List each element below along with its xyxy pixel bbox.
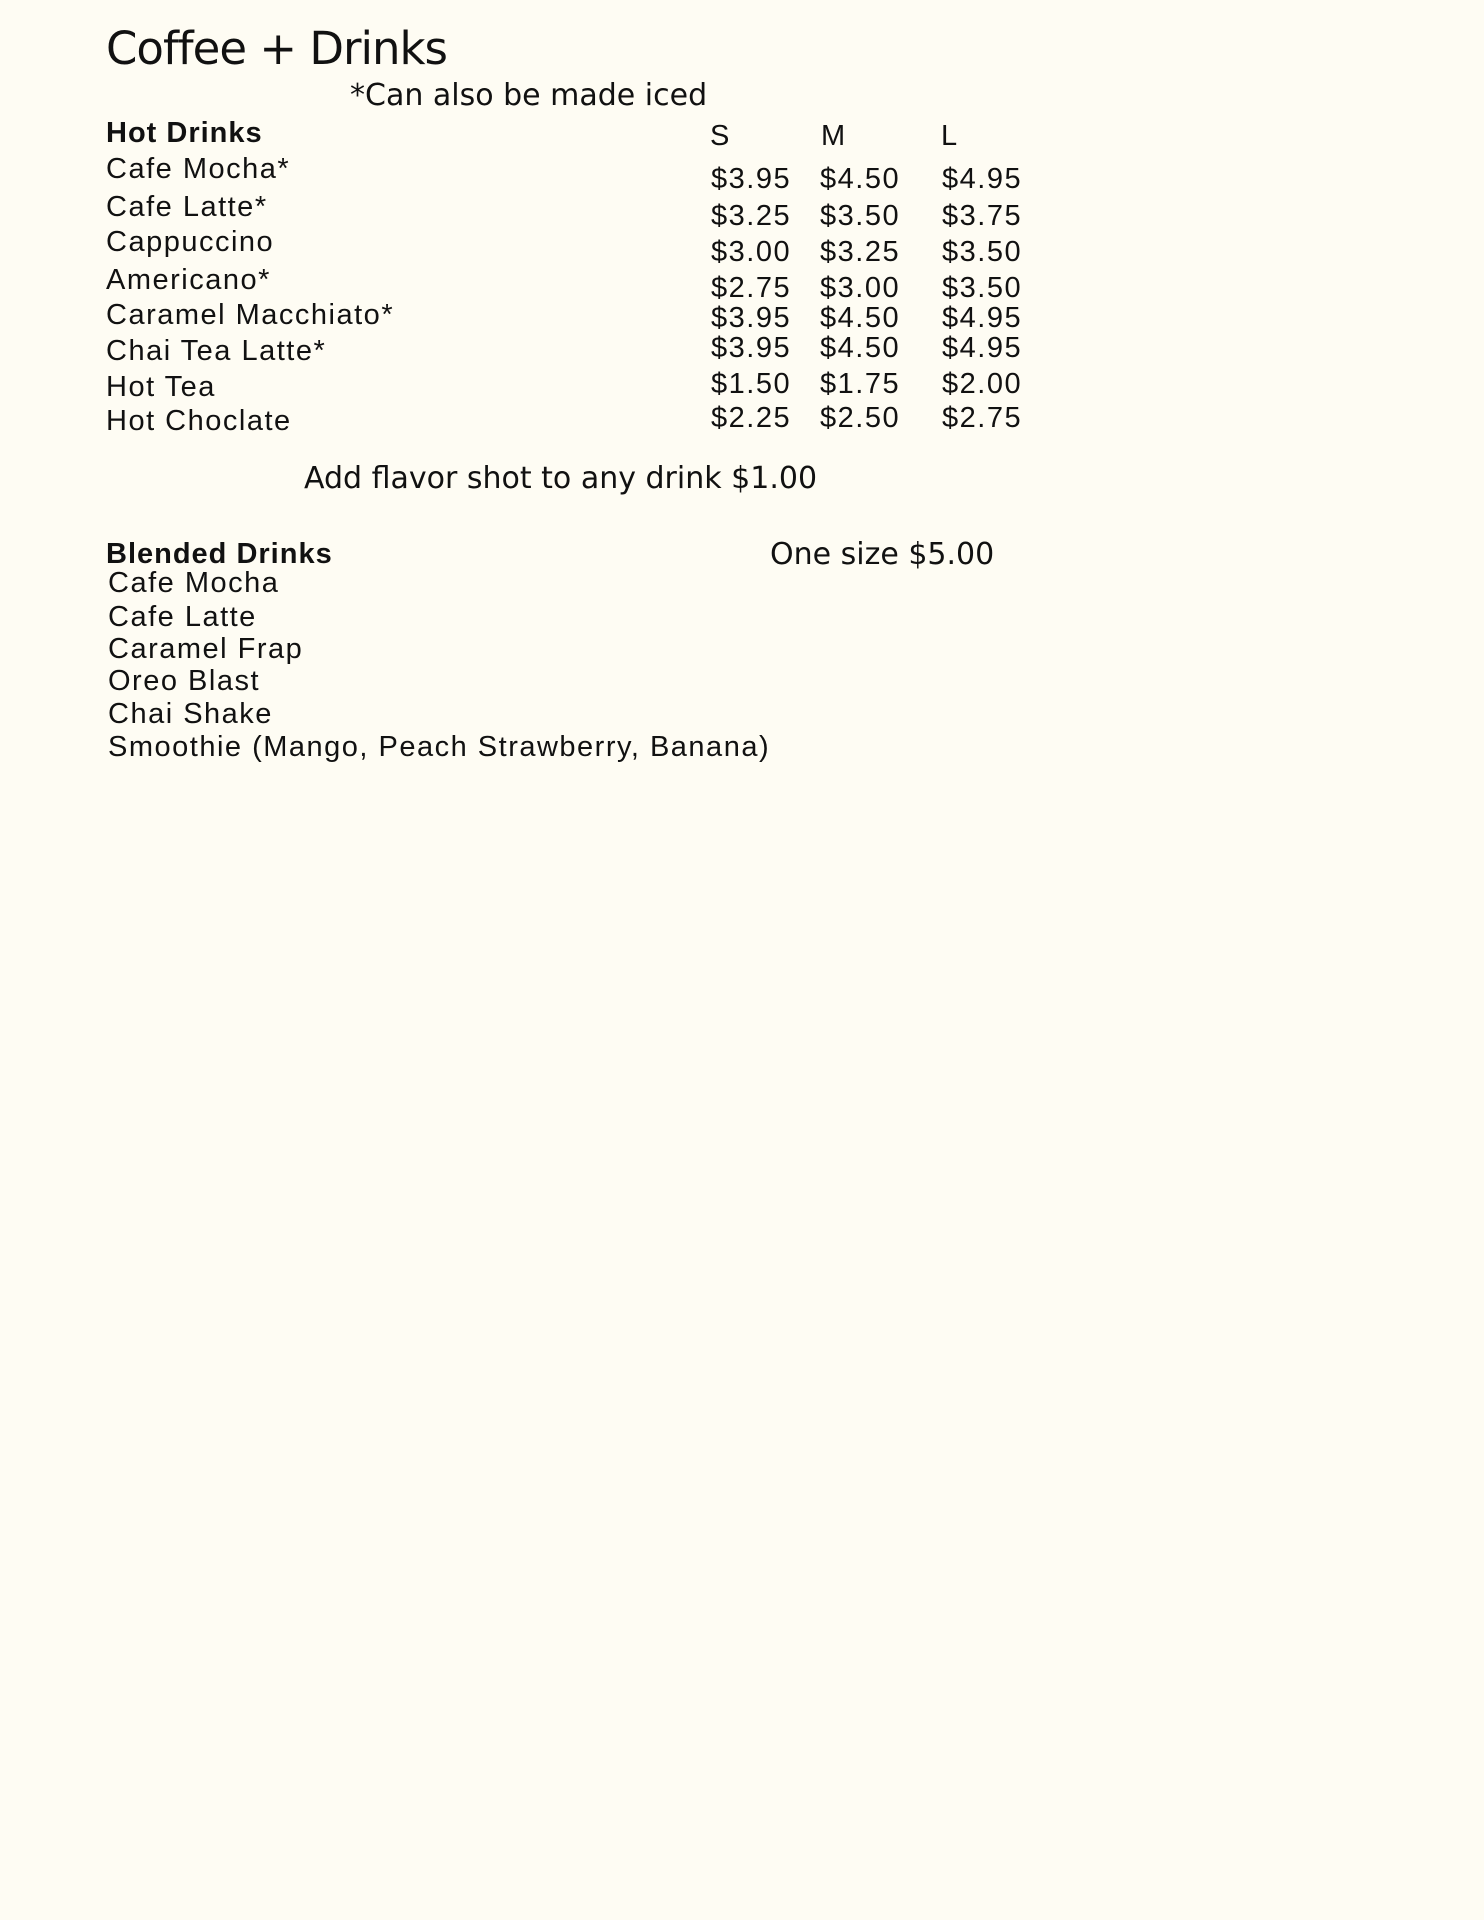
price-small: $3.95	[711, 332, 792, 364]
list-item: Chai Shake	[108, 698, 273, 730]
iced-note: *Can also be made iced	[350, 78, 708, 113]
flavor-shot-note: Add flavor shot to any drink $1.00	[304, 461, 818, 496]
price-medium: $3.00	[820, 272, 901, 304]
price-small: $3.25	[711, 200, 792, 232]
item-name: Hot Tea	[106, 371, 216, 403]
price-small: $3.95	[711, 163, 792, 195]
price-medium: $3.50	[820, 200, 901, 232]
price-medium: $4.50	[820, 302, 901, 334]
size-header-small: S	[710, 120, 730, 152]
price-large: $4.95	[942, 302, 1023, 334]
price-large: $3.50	[942, 272, 1023, 304]
list-item: Cafe Latte	[108, 601, 257, 633]
price-large: $2.75	[942, 402, 1023, 434]
price-small: $3.00	[711, 236, 792, 268]
price-small: $2.75	[711, 272, 792, 304]
price-large: $3.50	[942, 236, 1023, 268]
price-medium: $1.75	[820, 368, 901, 400]
list-item: Oreo Blast	[108, 665, 260, 697]
list-item: Smoothie (Mango, Peach Strawberry, Banana)	[108, 731, 771, 763]
item-name: Americano*	[106, 264, 271, 296]
price-large: $2.00	[942, 368, 1023, 400]
price-large: $3.75	[942, 200, 1023, 232]
list-item: Caramel Frap	[108, 633, 304, 665]
price-medium: $4.50	[820, 332, 901, 364]
price-medium: $3.25	[820, 236, 901, 268]
size-header-medium: M	[821, 120, 846, 152]
item-name: Chai Tea Latte*	[106, 335, 327, 367]
price-small: $1.50	[711, 368, 792, 400]
item-name: Hot Choclate	[106, 405, 292, 437]
item-name: Cappuccino	[106, 226, 275, 258]
size-header-large: L	[941, 120, 958, 152]
blended-price-note: One size $5.00	[770, 537, 995, 572]
hot-drinks-heading: Hot Drinks	[106, 117, 263, 149]
item-name: Cafe Mocha*	[106, 153, 291, 185]
price-large: $4.95	[942, 332, 1023, 364]
price-large: $4.95	[942, 163, 1023, 195]
item-name: Caramel Macchiato*	[106, 299, 395, 331]
price-medium: $2.50	[820, 402, 901, 434]
list-item: Cafe Mocha	[108, 567, 280, 599]
price-small: $3.95	[711, 302, 792, 334]
price-medium: $4.50	[820, 163, 901, 195]
blended-drinks-heading: Blended Drinks	[106, 538, 333, 570]
price-small: $2.25	[711, 402, 792, 434]
item-name: Cafe Latte*	[106, 191, 268, 223]
page-title: Coffee + Drinks	[106, 22, 448, 75]
